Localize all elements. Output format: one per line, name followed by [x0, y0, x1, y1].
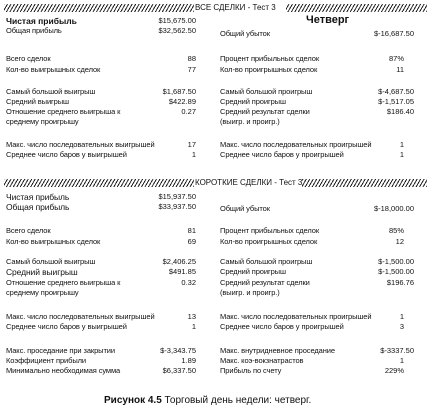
s1-left-value-6: 0.27	[181, 107, 196, 116]
s1-right-value-4: $-1,517.05	[378, 97, 414, 106]
s1-right-label-5: Средний результат сделки	[220, 107, 310, 116]
s2-right-value-1: 85%	[388, 226, 404, 235]
s2-left-label-3: Кол-во выигрышных сделок	[6, 237, 101, 246]
s2-right-value-9: $-3337.50	[380, 346, 414, 355]
s2-left-value-8: 13	[187, 312, 196, 321]
section2-title: КОРОТКИЕ СДЕЛКИ - Тест 3	[195, 178, 303, 187]
s1-left-label-2: Всего сделок	[6, 54, 51, 63]
s2-left-label-2: Всего сделок	[6, 226, 51, 235]
s1-left-label-1: Общая прибыль	[6, 26, 62, 35]
s2-left-label-8: Макс. число последовательных выигрышей	[6, 312, 155, 321]
s2-left-label-4: Самый большой выигрыш	[6, 257, 96, 266]
s1-left-value-3: 77	[187, 65, 196, 74]
s1-left-value-9: 1	[191, 150, 196, 159]
section2-hatch-right	[302, 179, 427, 187]
s2-left-label-11: Коэффициент прибыли	[6, 356, 86, 365]
figure-number: Рисунок 4.5	[104, 395, 162, 406]
s2-left-value-6: 0.32	[181, 278, 196, 287]
s2-left-value-5: $491.85	[168, 267, 196, 276]
s2-left-label-9: Среднее число баров у выигрышей	[6, 322, 127, 331]
section2-hatch-left	[4, 179, 194, 187]
s1-right-label-1: Процент прибыльных сделок	[220, 54, 319, 63]
s1-left-value-0: $15,675.00	[158, 16, 196, 25]
s2-left-label-12: Минимально необходимая сумма	[6, 366, 121, 375]
s1-right-value-0: $-16,687.50	[373, 29, 414, 38]
s1-left-value-1: $32,562.50	[158, 26, 196, 35]
s1-left-label-8: Макс. число последовательных выигрышей	[6, 140, 155, 149]
s1-right-label-6: (выигр. и проигр.)	[220, 117, 280, 126]
s2-right-value-7: 1	[399, 312, 404, 321]
s2-right-value-10: 1	[399, 356, 404, 365]
s2-right-label-9: Макс. внутридневное проседание	[220, 346, 335, 355]
s1-left-value-8: 17	[187, 140, 196, 149]
s2-left-value-12: $6,337.50	[162, 366, 196, 375]
s2-left-label-5: Средний выигрыш	[6, 267, 78, 277]
s1-right-label-8: Среднее число баров у проигрышей	[220, 150, 344, 159]
s2-left-label-10: Макс. проседание при закрытии	[6, 346, 115, 355]
s1-right-label-0: Общий убыток	[220, 29, 270, 38]
s2-right-label-8: Среднее число баров у проигрышей	[220, 322, 344, 331]
s1-right-value-5: $186.40	[386, 107, 414, 116]
s2-right-label-10: Макс. коэ-вокзнатрастов	[220, 356, 304, 365]
section1-hatch-left	[4, 4, 194, 12]
section1-title: ВСЕ СДЕЛКИ - Тест 3	[195, 3, 276, 12]
s1-left-value-2: 88	[187, 54, 196, 63]
s2-right-label-1: Процент прибыльных сделок	[220, 226, 319, 235]
s1-day-heading: Четверг	[306, 14, 350, 26]
s2-right-value-2: 12	[395, 237, 404, 246]
s2-right-label-3: Самый большой проигрыш	[220, 257, 313, 266]
s1-right-value-8: 1	[399, 150, 404, 159]
s2-right-label-6: (выигр. и проигр.)	[220, 288, 280, 297]
s1-left-label-7: среднему проигрышу	[6, 117, 79, 126]
s2-right-value-8: 3	[399, 322, 404, 331]
s2-left-value-11: 1.89	[181, 356, 196, 365]
s2-left-value-4: $2,406.25	[162, 257, 196, 266]
s2-right-label-0: Общий убыток	[220, 204, 270, 213]
s1-right-label-3: Самый большой проигрыш	[220, 87, 313, 96]
s2-right-label-4: Средний проигрыш	[220, 267, 286, 276]
section1-hatch-right	[286, 4, 427, 12]
s2-right-label-5: Средний результат сделки	[220, 278, 310, 287]
s1-right-value-2: 11	[396, 65, 404, 74]
s2-right-label-11: Прибыль по счету	[220, 366, 282, 375]
s2-left-label-7: среднему проигрышу	[6, 288, 79, 297]
s2-right-value-4: $-1,500.00	[378, 267, 414, 276]
s1-left-label-9: Среднее число баров у выигрышей	[6, 150, 127, 159]
s2-left-value-10: $-3,343.75	[160, 346, 196, 355]
s2-left-value-0: $15,937.50	[158, 192, 196, 201]
s2-left-value-3: 69	[187, 237, 196, 246]
s2-left-value-1: $33,937.50	[158, 202, 196, 211]
s1-right-label-7: Макс. число последовательных проигрышей	[220, 140, 372, 149]
s1-right-label-2: Кол-во проигрышных сделок	[220, 65, 318, 74]
s1-left-label-0: Чистая прибыль	[6, 16, 77, 26]
s2-left-label-1: Общая прибыль	[6, 202, 70, 212]
s1-left-label-4: Самый большой выигрыш	[6, 87, 96, 96]
s1-left-value-5: $422.89	[168, 97, 196, 106]
s1-right-value-7: 1	[399, 140, 404, 149]
s2-right-label-7: Макс. число последовательных проигрышей	[220, 312, 372, 321]
s2-left-label-0: Чистая прибыль	[6, 192, 70, 202]
s2-right-value-0: $-18,000.00	[373, 204, 414, 213]
s2-left-value-9: 1	[191, 322, 196, 331]
s1-left-value-4: $1,687.50	[162, 87, 196, 96]
s2-right-label-2: Кол-во проигрышных сделок	[220, 237, 318, 246]
s1-right-value-1: 87%	[388, 54, 404, 63]
s1-right-label-4: Средний проигрыш	[220, 97, 286, 106]
s2-right-value-5: $196.76	[386, 278, 414, 287]
s2-right-value-11: 229%	[384, 366, 404, 375]
s1-right-value-3: $-4,687.50	[378, 87, 414, 96]
figure-caption	[104, 396, 311, 406]
s2-left-label-6: Отношение среднего выигрыша к	[6, 278, 121, 287]
s1-left-label-6: Отношение среднего выигрыша к	[6, 107, 121, 116]
s1-left-label-3: Кол-во выигрышных сделок	[6, 65, 101, 74]
figure-caption-text: Торговый день недели: четверг.	[161, 395, 312, 406]
s2-right-value-3: $-1,500.00	[378, 257, 414, 266]
s2-left-value-2: 81	[187, 226, 196, 235]
s1-left-label-5: Средний выигрыш	[6, 97, 69, 106]
